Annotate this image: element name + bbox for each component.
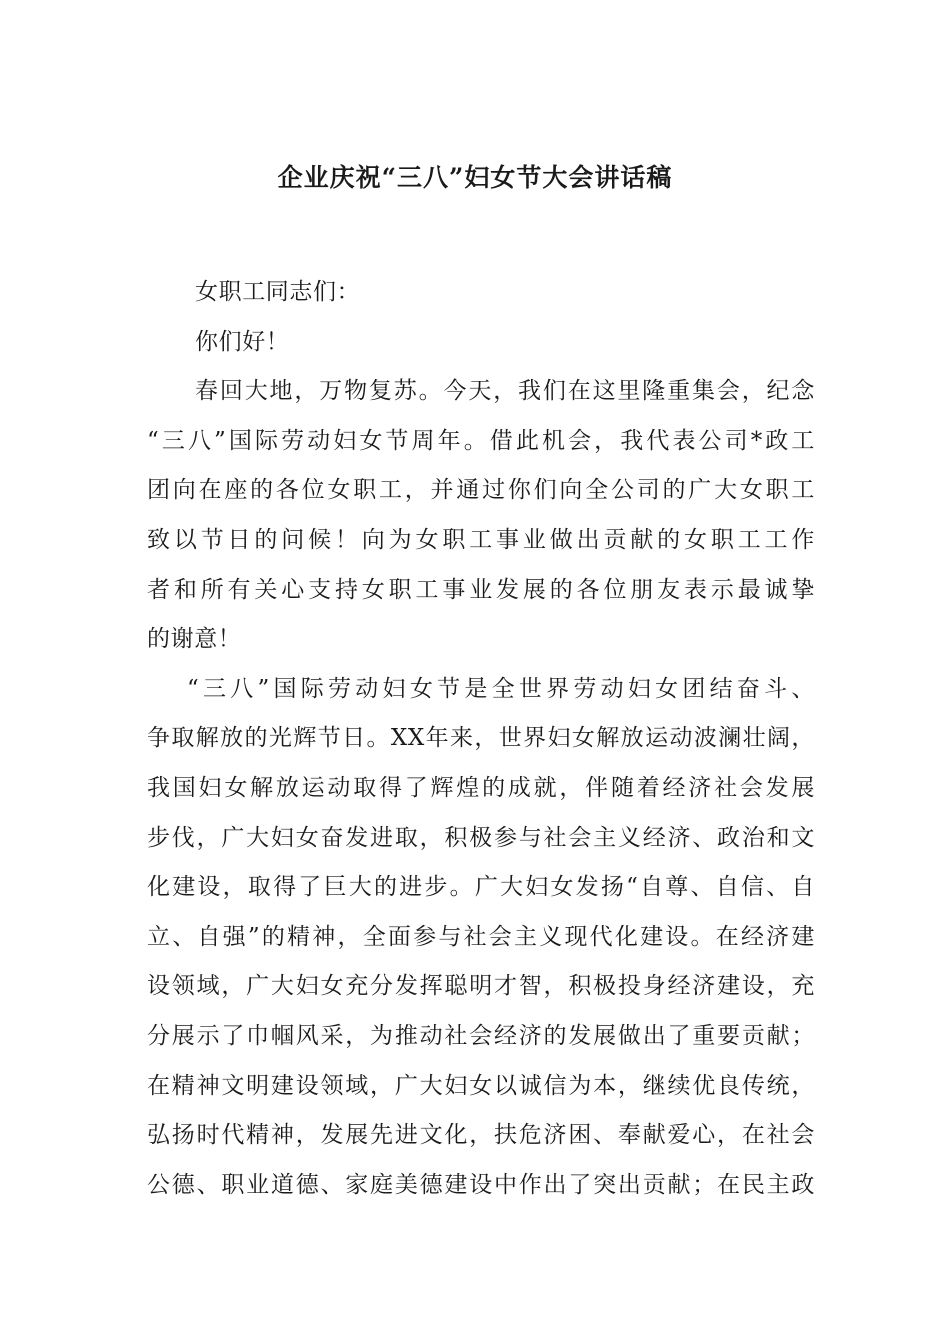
paragraph-1-line: 的谢意！ [147, 626, 242, 653]
paragraph-2-line: 我国妇女解放运动取得了辉煌的成就，伴随着经济社会发展 [147, 774, 815, 801]
greeting: 你们好！ [195, 328, 290, 355]
paragraph-2-line: 公德、职业道德、家庭美德建设中作出了突出贡献；在民主政 [147, 1171, 815, 1198]
paragraph-2-line: 弘扬时代精神，发展先进文化，扶危济困、奉献爱心，在社会 [147, 1122, 815, 1149]
paragraph-1-line: 春回大地，万物复苏。今天，我们在这里隆重集会，纪念 [195, 378, 815, 405]
paragraph-2 [147, 665, 815, 1211]
paragraph-2-line: 争取解放的光辉节日。XX年来，世界妇女解放运动波澜壮阔， [147, 725, 815, 752]
paragraph-1-line: 团向在座的各位女职工，并通过你们向全公司的广大女职工 [147, 477, 815, 504]
paragraph-2-line: 在精神文明建设领域，广大妇女以诚信为本，继续优良传统， [147, 1072, 815, 1099]
paragraph-2-line: “三八”国际劳动妇女节是全世界劳动妇女团结奋斗、 [187, 675, 815, 702]
document-body [147, 268, 815, 1210]
paragraph-2-line: 分展示了巾帼风采，为推动社会经济的发展做出了重要贡献； [147, 1022, 815, 1049]
paragraph-1-line: 者和所有关心支持女职工事业发展的各位朋友表示最诚挚 [147, 576, 815, 603]
salutation: 女职工同志们： [195, 279, 361, 305]
paragraph-1 [147, 367, 815, 665]
paragraph-2-line: 设领域，广大妇女充分发挥聪明才智，积极投身经济建设，充 [147, 973, 815, 1000]
paragraph-2-line: 化建设，取得了巨大的进步。广大妇女发扬“自尊、自信、自 [147, 874, 815, 901]
paragraph-1-line: 致以节日的问候！向为女职工事业做出贡献的女职工工作 [147, 526, 815, 553]
paragraph-2-line: 立、自强”的精神，全面参与社会主义现代化建设。在经济建 [147, 923, 815, 950]
paragraph-1-line: “三八”国际劳动妇女节周年。借此机会，我代表公司*政工 [147, 427, 815, 454]
document-title: 企业庆祝“三八”妇女节大会讲话稿 [277, 163, 673, 192]
paragraph-2-line: 步伐，广大妇女奋发进取，积极参与社会主义经济、政治和文 [147, 824, 815, 851]
